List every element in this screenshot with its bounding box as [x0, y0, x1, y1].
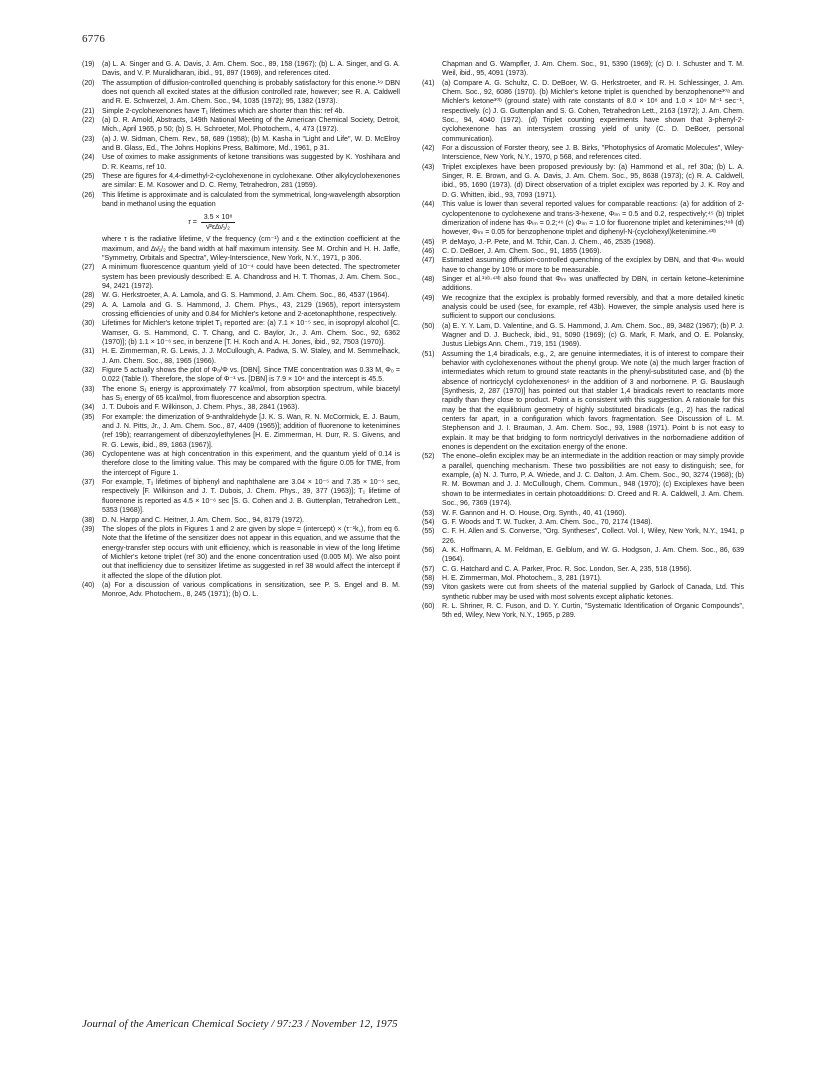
reference-item: [82, 60, 400, 79]
equation-fraction: [201, 213, 236, 233]
reference-item: [422, 200, 744, 237]
reference-text: Use of oximes to make assignments of ketone transitions was suggested by K. Yoshihara and D. R. Kearns, ref 10.: [102, 154, 400, 171]
reference-item: [82, 403, 400, 412]
reference-item: [422, 144, 744, 163]
reference-item: [422, 350, 744, 453]
reference-text: This lifetime is approximate and is calculated from the symmetrical, long-wavelength absorption band in methanol using the equation: [102, 191, 400, 209]
reference-item: [422, 518, 744, 527]
reference-number: (39): [82, 525, 95, 533]
reference-text: For example, T₁ lifetimes of biphenyl and naphthalene are 3.04 × 10⁻⁵ and 7.35 × 10⁻⁵ sec, respectively [F. Wilkinson and J. T. Dubois, J. Chem. Phys., 39, 377 (1963)]; T₁ lifetime of fluorenone is reported as 4.5 × 10⁻⁶ sec [S. G. Cohen and J. B. Guttenplan, Tetrahedron Lett., 5353 (1968)].: [102, 479, 400, 515]
reference-text: (a) E. Y. Y. Lam, D. Valentine, and G. S. Hammond, J. Am. Chem. Soc., 89, 3482 (1967); (b) P. J. Wagner and D. J. Bucheck, ibid., 91, 5090 (1969); (c) G. Mark, F. Mark, and O. E. Polansky, Justus Liebigs Ann. Chem., 719, 151 (1969).: [442, 322, 744, 349]
reference-item: [82, 79, 400, 107]
reference-text: C. G. Hatchard and C. A. Parker, Proc. R. Soc. London, Ser. A, 235, 518 (1956).: [442, 565, 692, 573]
reference-item: [422, 294, 744, 322]
reference-number: (31): [82, 348, 95, 356]
reference-item: [82, 347, 400, 366]
reference-item: [82, 478, 400, 515]
reference-number: (29): [82, 301, 95, 309]
reference-item: [422, 238, 744, 247]
reference-text: H. E. Zimmerman, R. G. Lewis, J. J. McCullough, A. Padwa, S. W. Staley, and M. Semmelhack, J. Am. Chem. Soc., 88, 1965 (1966).: [102, 348, 400, 365]
reference-item: [422, 163, 744, 200]
reference-text: G. F. Woods and T. W. Tucker, J. Am. Chem. Soc., 70, 2174 (1948).: [442, 518, 653, 526]
reference-number: (26): [82, 191, 95, 199]
reference-text: W. G. Herkstroeter, A. A. Lamola, and G. S. Hammond, J. Am. Chem. Soc., 86, 4537 (1964).: [102, 292, 390, 300]
reference-text: Triplet exciplexes have been proposed previously by: (a) Hammond et al., ref 30a; (b) L. A. Singer, R. E. Brown, and G. A. Davis, J. Am. Chem. Soc., 95, 8638 (1973); (c) R. A. Caldwell, ibid., 95, 1690 (1973). (d) Direct observation of a triplet exciplex was reported by J. K. Roy and D. G. Whitten, ibid., 93, 7093 (1971).: [442, 163, 744, 199]
reference-number: (57): [422, 565, 435, 573]
reference-text: The enone S₁ energy is approximately 77 kcal/mol, from absorption spectrum, while biacetyl has S₁ energy of 65 kcal/mol, from fluorescence and absorption spectra.: [102, 385, 400, 403]
reference-number: (46): [422, 247, 435, 255]
reference-text: (a) L. A. Singer and G. A. Davis, J. Am. Chem. Soc., 89, 158 (1967); (b) L. A. Singer, and G. A. Davis, and V. P. Muralidharan, ibid., 91, 897 (1969), and references cited.: [102, 61, 400, 78]
reference-number: (41): [422, 79, 435, 87]
reference-number: (47): [422, 257, 435, 265]
reference-item: [422, 322, 744, 350]
reference-text: Lifetimes for Michler's ketone triplet T₁ reported are: (a) 7.1 × 10⁻⁵ sec, in isopropyl alcohol [C. Wamser, G. S. Hammond, C. T. Chang, and C. Baylor, Jr., J. Am. Chem. Soc., 92, 6362 (1970)]; (b) 1.1 × 10⁻⁶ sec, in benzene [T. H. Koch and A. H. Jones, ibid., 92, 7503 (1970)].: [102, 320, 400, 346]
reference-number: (21): [82, 107, 95, 115]
reference-text: The assumption of diffusion-controlled quenching is probably satisfactory for this enone.¹⁹ DBN does not quench all excited states at the diffusion controlled rate, however; see R. A. Caldwell and R. E. Schwerzel, J. Am. Chem. Soc., 94, 1035 (1972); 95, 1382 (1973).: [102, 79, 400, 106]
reference-text: Cyclopentene was at high concentration in this experiment, and the quantum yield of 0.14 is therefore close to the limiting value. This may be compared with the figure 0.05 for TME, from the intercept of Figure 1.: [102, 451, 400, 477]
reference-item: [82, 135, 400, 154]
reference-number: (36): [82, 451, 95, 459]
reference-item: [82, 263, 400, 291]
reference-text: C. D. DeBoer, J. Am. Chem. Soc., 91, 1855 (1969).: [442, 247, 602, 255]
reference-number: (56): [422, 546, 435, 554]
reference-number: (52): [422, 453, 435, 461]
reference-number: (32): [82, 367, 95, 374]
reference-number: (54): [422, 518, 435, 526]
reference-item: [82, 450, 400, 478]
reference-item: [82, 116, 400, 135]
reference-item: [422, 583, 744, 602]
reference-text: Simple 2-cyclohexenones have T₁ lifetimes which are shorter than this: ref 4b.: [102, 107, 345, 115]
reference-text: A. A. Lamola and G. S. Hammond, J. Chem. Phys., 43, 2129 (1965), report intersystem crossing efficiencies of unity and 0.84 for Michler's ketone and 2-acetonaphthone, respectively.: [102, 301, 400, 318]
reference-list-part-a: [82, 60, 400, 210]
reference-text: The slopes of the plots in Figures 1 and 2 are given by slope = (intercept) × (τ⁻¹k꜀), from eq 6. Note that the lifetime of the sensitizer does not appear in this equation, and we assume that the energy-transfer step occurs with unit efficiency, which is reasonable in view of the long lifetime of Michler's ketone triplet (ref 30) and the enone concentration used (0.005 M). We also point out that inefficiency due to sensitizer lifetime as suggested in ref 38 would affect the intercept if it affected the slope of the dilution plot.: [102, 525, 400, 580]
reference-text: (a) For a discussion of various complications in sensitization, see P. S. Engel and B. M. Monroe, Adv. Photochem., 8, 245 (1971); (b) O. L.: [102, 581, 400, 599]
reference-number: (50): [422, 322, 435, 330]
reference-text: A minimum fluorescence quantum yield of 10⁻⁴ could have been detected. The spectrometer system has been previously described: E. A. Chandross and H. T. Thomas, J. Am. Chem. Soc., 94, 2421 (1972).: [102, 264, 400, 290]
reference-text: Viton gaskets were cut from sheets of the material supplied by Garlock of Canada, Ltd. This synthetic rubber may be used with most solvents except aliphatic ketones.: [442, 584, 744, 601]
reference-text: C. F. H. Allen and S. Converse, "Org. Syntheses", Collect. Vol. I, Wiley, New York, N.Y., 1941, p 226.: [442, 528, 744, 545]
reference-number: (44): [422, 201, 435, 209]
reference-text: D. N. Harpp and C. Heitner, J. Am. Chem. Soc., 94, 8179 (1972).: [102, 516, 305, 524]
reference-number: (53): [422, 509, 435, 517]
reference-number: (38): [82, 516, 95, 524]
reference-text: Estimated assuming diffusion-controlled quenching of the exciplex by DBN, and that Φₗₘ would have to change by 10% or more to be measurable.: [442, 257, 744, 274]
reference-text: (a) D. R. Arnold, Abstracts, 149th National Meeting of the American Chemical Society, Detroit, Mich., April 1965, p 50; (b) S. H. Schroeter, Mol. Photochem., 4, 473 (1972).: [102, 117, 400, 134]
references-right-column: [422, 60, 744, 621]
reference-number: (28): [82, 292, 95, 300]
reference-text: Assuming the 1,4 biradicals, e.g., 2, are genuine intermediates, it is of interest to compare their behavior with cyclohexenones without the phenyl group. We note (a) the much larger fraction of intermediates which return to ground state reactants in the phenyl-substituted case, and (b) the absence of nortricyclyl cyclohexenones⁶ in the addition of 3 and norbornene. P. G. Bauslaugh [Synthesis, 2, 287 (1970)] has pointed out that stabler 1,4 biradicals revert to reactants more rapidly than they close to product. Point a is consistent with this suggestion. A rationale for this may be that the equilibrium geometry of highly substituted biradicals (e.g., 2) has the radical centers far apart, in a configuration which favors fragmentation. See Discussion of L. M. Stephenson and J. I. Brauman, J. Am. Chem. Soc., 93, 1988 (1971). Point b is not easy to explain. It may be that bridging to form nortricyclyl derivatives in the norbornadiene addition of enones is dependent on the excitation energy of the enone.: [442, 350, 744, 452]
reference-number: (25): [82, 173, 95, 181]
reference-text: For a discussion of Forster theory, see J. B. Birks, "Photophysics of Aromatic Molecules", Wiley-Interscience, New York, N.Y., 1970, p 568, and references cited.: [442, 145, 744, 162]
reference-text: P. deMayo, J.-P. Pete, and M. Tchir, Can. J. Chem., 46, 2535 (1968).: [442, 238, 656, 246]
journal-footer: Journal of the American Chemical Society / 97:23 / November 12, 1975: [82, 1018, 398, 1030]
reference-item: [422, 509, 744, 518]
reference-text: We recognize that the exciplex is probably formed reversibly, and that a more detailed kinetic analysis could be used (see, for example, ref 43b). However, the simple analysis used here is sufficient to support our conclusions.: [442, 294, 744, 321]
equation-lhs: τ =: [188, 218, 197, 226]
reference-number: (20): [82, 79, 95, 87]
reference-item: [422, 602, 744, 621]
reference-item: [82, 191, 400, 210]
reference-item: [82, 153, 400, 172]
reference-item: [422, 574, 744, 583]
page-number: 6776: [82, 33, 106, 45]
reference-item: [82, 172, 400, 191]
reference-text: (a) Compare A. G. Schultz, C. D. DeBoer, W. G. Herkstroeter, and R. H. Schlessinger, J. Am. Chem. Soc., 92, 6086 (1970). (b) Michler's ketone triplet is quenched by benzophenone³⁰ᵃ and Michler's ketone³⁰ᵇ (ground state) with rate constants of 8.0 × 10⁸ and 1.0 × 10⁹ M⁻¹ sec⁻¹, respectively. (c) J. G. Guttenplan and S. G. Cohen, Tetrahedron Lett., 2163 (1972); J. Am. Chem. Soc., 94, 4040 (1972). (d) Triplet counting experiments have shown that 3-phenyl-2-cyclohexenone has an intersystem crossing yield of unity (C. D. DeBoer, personal communication).: [442, 79, 744, 143]
reference-number: (27): [82, 264, 95, 272]
reference-item: [422, 565, 744, 574]
reference-item: [422, 247, 744, 256]
reference-list-part-b: [82, 235, 400, 599]
reference-item: [82, 107, 400, 116]
reference-number: (42): [422, 145, 435, 153]
reference-item: [82, 291, 400, 300]
reference-number: (55): [422, 528, 435, 536]
reference-number: (49): [422, 294, 435, 302]
reference-text: Figure 5 actually shows the plot of Φ₀/Φ vs. [DBN]. Since TME concentration was 0.33 M, Φ₀ = 0.022 (Table I). Therefore, the slope of Φ⁻¹ vs. [DBN] is 7.9 × 10⁴ and the intercept is 45.5.: [102, 367, 400, 384]
reference-text: A. K. Hoffmann, A. M. Feldman, E. Gelblum, and W. G. Hodgson, J. Am. Chem. Soc., 86, 639 (1964).: [442, 546, 744, 564]
reference-item: [422, 60, 744, 79]
reference-text: H. E. Zimmerman, Mol. Photochem., 3, 281 (1971).: [442, 574, 602, 582]
reference-number: (19): [82, 61, 95, 68]
equation-numerator: 3.5 × 10⁸: [201, 213, 236, 223]
reference-item: [82, 516, 400, 525]
reference-number: (45): [422, 238, 435, 246]
equation-denominator: ν̄²ε∆ν̄₁/₂: [206, 223, 230, 231]
reference-list-right: [422, 60, 744, 621]
reference-text: Chapman and G. Wampfler, J. Am. Chem. Soc., 91, 5390 (1969); (c) D. I. Schuster and T. M. Weil, ibid., 95, 4091 (1973).: [442, 61, 744, 78]
reference-text: Singer et al.¹⁹ᵇ·⁴³ᵇ also found that Φₗₘ was unaffected by DBN, in certain ketone–ketenimine additions.: [442, 275, 744, 293]
reference-item: [82, 581, 400, 600]
reference-number: (24): [82, 154, 95, 162]
reference-text: For example: the dimerization of 9-anthraldehyde [J. K. S. Wan, R. N. McCormick, E. J. Baum, and J. N. Pitts, Jr., J. Am. Chem. Soc., 87, 4409 (1965)]; addition of fluorenone to ketenimines (ref 19b); rearrangement of dibenzoylethylenes [H. E. Zimmerman, H. Durr, R. S. Givens, and R. G. Lewis, ibid., 89, 1863 (1967)].: [102, 413, 400, 449]
reference-text: This value is lower than several reported values for comparable reactions: (a) for addition of 2-cyclopentenone to cyclohexene and trans-3-hexene, Φₗₘ = 0.5 and 0.2, respectively;⁴⁵ (b) triplet dimerization of indene has Φₗₘ = 0.2;⁴⁶ (c) Φₗₘ = 1.0 for fluorenone triplet and ketenimines;¹⁹ᵇ (d) however, Φₗₘ = 0.05 for benzophenone triplet and diphenyl-N-(cyclohexyl)ketenimine.⁴³ᵇ: [442, 201, 744, 237]
reference-item: [422, 452, 744, 508]
reference-item: [422, 79, 744, 144]
reference-item: [82, 366, 400, 385]
reference-text: (a) J. W. Sidman, Chem. Rev., 58, 689 (1958); (b) M. Kasha in "Light and Life", W. D. McElroy and B. Glass, Ed., The Johns Hopkins Press, Baltimore, Md., 1961, p 31.: [102, 135, 400, 153]
reference-number: (48): [422, 275, 435, 283]
reference-item: [82, 413, 400, 450]
reference-item: [82, 301, 400, 320]
reference-number: (51): [422, 350, 435, 358]
reference-item: [82, 525, 400, 581]
reference-number: (33): [82, 385, 95, 393]
reference-text: where τ is the radiative lifetime, ν̄ the frequency (cm⁻¹) and ε the extinction coefficient at the maximum, and ∆ν̄₁/₂ the band width at half maximum intensity. See M. Orchin and H. H. Jaffe, "Symmetry, Orbitals and Spectra", Wiley-Interscience, New York, N.Y., 1971, p 306.: [102, 236, 400, 262]
reference-number: (30): [82, 320, 95, 328]
reference-item: [422, 527, 744, 546]
reference-number: (22): [82, 117, 95, 125]
reference-item: [82, 235, 400, 263]
reference-number: (60): [422, 602, 435, 610]
reference-text: These are figures for 4,4-dimethyl-2-cyclohexenone in cyclohexane. Other alkylcyclohexenones are similar: E. M. Kosower and D. C. Remy, Tetrahedron, 281 (1959).: [102, 173, 400, 190]
radiative-lifetime-equation: [188, 213, 400, 233]
reference-item: [82, 385, 400, 404]
reference-item: [422, 546, 744, 565]
reference-number: (43): [422, 163, 435, 171]
reference-number: (37): [82, 479, 95, 487]
reference-text: W. F. Gannon and H. O. House, Org. Synth., 40, 41 (1960).: [442, 509, 627, 517]
reference-item: [422, 256, 744, 275]
reference-number: (58): [422, 574, 435, 582]
reference-number: (35): [82, 413, 95, 421]
reference-text: The enone–olefin exciplex may be an intermediate in the addition reaction or may simply provide a parallel, quenching mechanism. These two possibilities are not easy to distinguish; see, for example, (a) N. J. Turro, P. A. Wriede, and J. C. Dalton, J. Am. Chem. Soc., 90, 3274 (1968); (b) R. M. Bowman and J. J. McCullough, Chem. Commun., 948 (1970); (c) Exciplexes have been shown to be intermediates in certain photoadditions: D. Creed and R. A. Caldwell, J. Am. Chem. Soc., 96, 7369 (1974).: [442, 453, 744, 508]
reference-text: J. T. Dubois and F. Wilkinson, J. Chem. Phys., 38, 2841 (1963).: [102, 404, 300, 412]
reference-item: [422, 275, 744, 294]
reference-text: R. L. Shriner, R. C. Fuson, and D. Y. Curtin, "Systematic Identification of Organic Compounds", 5th ed, Wiley, New York, N.Y., 1965, p 289.: [442, 602, 744, 620]
reference-number: (23): [82, 135, 95, 143]
reference-number: (40): [82, 581, 95, 589]
reference-number: (34): [82, 404, 95, 412]
reference-number: (59): [422, 584, 435, 592]
references-left-column: [82, 60, 400, 600]
reference-item: [82, 319, 400, 347]
